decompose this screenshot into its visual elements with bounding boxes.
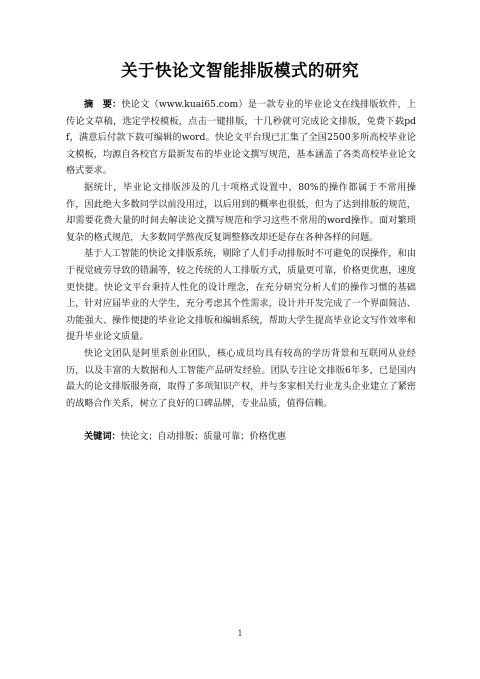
body-paragraph-statistics: 据统计，毕业论文排版涉及的几十项格式设置中，80%的操作都属于不常用操作，因此绝大多数同学以前没用过，以后用到的概率也很低，但为了达到排版的规范，却需要花费大量的时间去解读论文撰写规范和学习这些不常用的word操作。面对繁琐复杂的格式规范，大多数同学熬夜反复调整修改却还是存在各种各样的问题。: [66, 181, 416, 243]
paragraph-spacer: [66, 412, 416, 429]
document-body: [66, 97, 416, 446]
keywords-label: 关键词：: [84, 431, 121, 443]
body-paragraph-ai-system: 基于人工智能的快论文排版系统，剔除了人们手动排版时不可避免的误操作，和由于视觉疲劳导致的错漏等，较之传统的人工排版方式，质量更可靠，价格更优惠，速度更快捷。快论文平台秉持人性化的设计理念，在充分研究分析人们的操作习惯的基础上，针对应届毕业的大学生，充分考虑其个性需求，设计并开发完成了一个界面简洁、功能强大、操作便捷的毕业论文排版和编辑系统，帮助大学生提高毕业论文写作效率和提升毕业论文质量。: [66, 248, 416, 343]
body-paragraph-team: 快论文团队是阿里系创业团队，核心成员均具有较高的学历背景和互联网从业经历，以及丰富的大数据和人工智能产品研发经验。团队专注论文排版6年多，已是国内最大的论文排版服务商，取得了多项知识产权，并与多家相关行业龙头企业建立了紧密的战略合作关系，树立了良好的口碑品牌，专业品质，值得信赖。: [66, 347, 416, 409]
abstract-paragraph: [66, 97, 416, 180]
page-title: 关于快论文智能排版模式的研究: [121, 61, 359, 80]
abstract-label: 摘 要：: [84, 99, 122, 110]
keywords-paragraph: [66, 429, 416, 446]
abstract-text: 快论文（www.kuai65.com）是一款专业的毕业论文在线排版软件，上传论文草稿，选定学校模板，点击一键排版，十几秒就可完成论文排版，免费下载pdf，满意后付款下载可编辑的word。快论文平台现已汇集了全国2500多所高校毕业论文模板，均源自各校官方最新发布的毕业论文撰写规范，基本涵盖了各类高校毕业论文格式要求。: [66, 99, 416, 177]
page-number: 1: [237, 629, 243, 638]
keywords-text: 快论文；自动排版；质量可靠；价格优惠: [120, 431, 287, 443]
